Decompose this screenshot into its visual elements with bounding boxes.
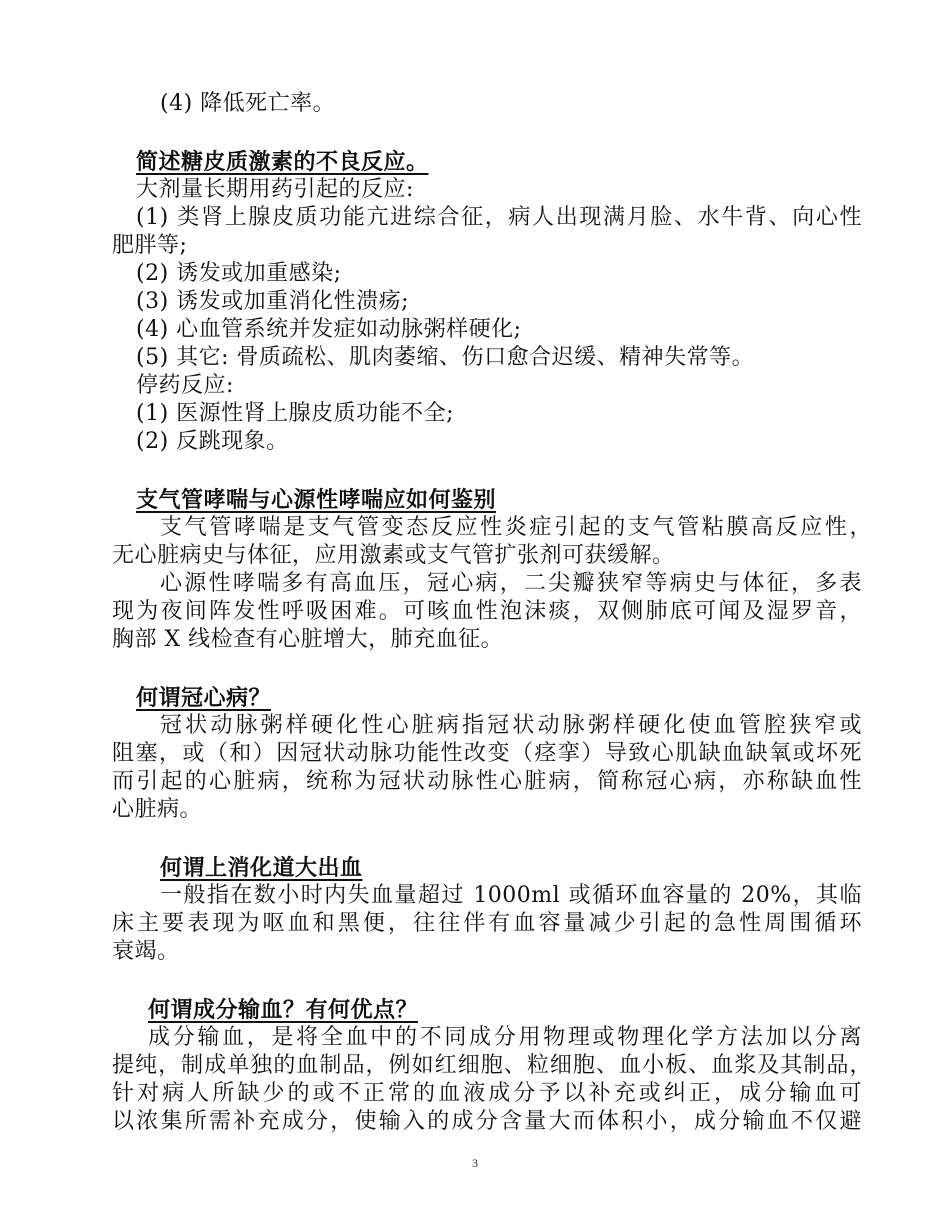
paragraph-line: (4) 心血管系统并发症如动脉粥样硬化;	[136, 317, 522, 342]
paragraph-line: (1) 类肾上腺皮质功能亢进综合征，病人出现满月脸、水牛背、向心性	[136, 205, 862, 230]
list-item: (4) 降低死亡率。	[160, 91, 336, 116]
paragraph-line: 大剂量长期用药引起的反应:	[136, 177, 414, 202]
section-heading: 简述糖皮质激素的不良反应。	[136, 149, 429, 175]
paragraph-line: 停药反应:	[136, 373, 234, 398]
section-heading: 支气管哮喘与心源性哮喘应如何鉴别	[136, 487, 497, 513]
paragraph-line: 肥胖等;	[112, 233, 188, 258]
section-heading: 何谓成分输血？有何优点？	[148, 997, 419, 1023]
paragraph-line: (5) 其它: 骨质疏松、肌肉萎缩、伤口愈合迟缓、精神失常等。	[136, 345, 755, 370]
paragraph-line: 心脏病。	[112, 797, 203, 822]
paragraph-line: 胸部 X 线检查有心脏增大，肺充血征。	[112, 627, 504, 652]
paragraph-line: 而引起的心脏病，统称为冠状动脉性心脏病，简称冠心病，亦称缺血性	[112, 769, 862, 794]
paragraph-line: 提纯，制成单独的血制品，例如红细胞、粒细胞、血小板、血浆及其制品，	[112, 1053, 872, 1078]
paragraph-line: 冠状动脉粥样硬化性心脏病指冠状动脉粥样硬化使血管腔狭窄或	[160, 713, 862, 738]
paragraph-line: (2) 反跳现象。	[136, 429, 289, 454]
paragraph-line: 阻塞，或（和）因冠状动脉功能性改变（痉挛）导致心肌缺血缺氧或坏死	[112, 741, 862, 766]
paragraph-line: 针对病人所缺少的或不正常的血液成分予以补充或纠正，成分输血可	[112, 1081, 862, 1106]
paragraph-line: 床主要表现为呕血和黑便，往往伴有血容量减少引起的急性周围循环	[112, 911, 862, 936]
paragraph-line: (1) 医源性肾上腺皮质功能不全;	[136, 401, 455, 426]
paragraph-line: 无心脏病史与体征，应用激素或支气管扩张剂可获缓解。	[112, 543, 675, 568]
paragraph-line: (2) 诱发或加重感染;	[136, 261, 342, 286]
section-heading: 何谓上消化道大出血	[160, 855, 363, 881]
paragraph-line: 衰竭。	[112, 939, 180, 964]
paragraph-line: 支气管哮喘是支气管变态反应性炎症引起的支气管粘膜高反应性，	[160, 515, 872, 540]
paragraph-line: 以浓集所需补充成分，使输入的成分含量大而体积小，成分输血不仅避	[112, 1109, 862, 1134]
paragraph-line: 一般指在数小时内失血量超过 1000ml 或循环血容量的 20%，其临	[160, 883, 862, 908]
paragraph-line: 现为夜间阵发性呼吸困难。可咳血性泡沫痰，双侧肺底可闻及湿罗音，	[112, 599, 862, 624]
paragraph-line: 成分输血，是将全血中的不同成分用物理或物理化学方法加以分离	[148, 1025, 862, 1050]
section-heading: 何谓冠心病？	[136, 685, 272, 711]
paragraph-line: (3) 诱发或加重消化性溃疡;	[136, 289, 410, 314]
paragraph-line: 心源性哮喘多有高血压，冠心病，二尖瓣狭窄等病史与体征，多表	[160, 571, 862, 596]
page-number: 3	[472, 1156, 478, 1170]
